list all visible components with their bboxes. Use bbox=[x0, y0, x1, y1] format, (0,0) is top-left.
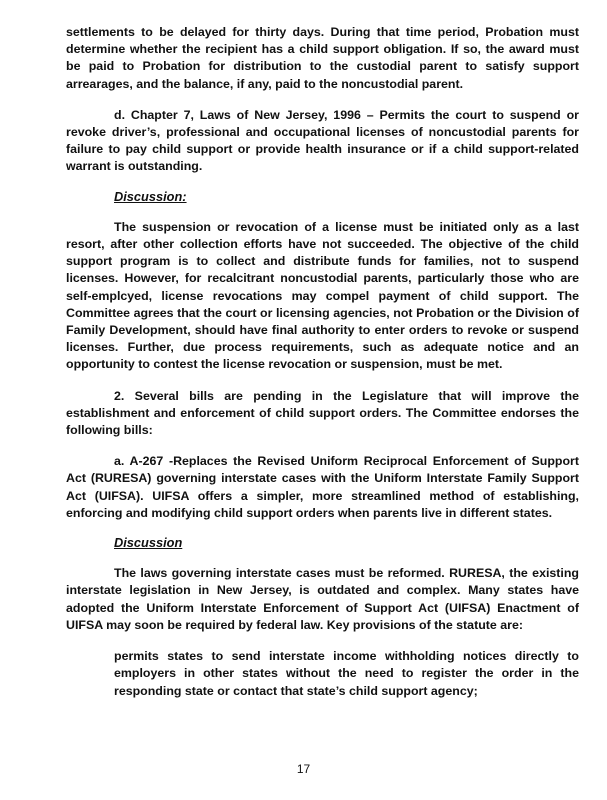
page-number: 17 bbox=[296, 762, 311, 776]
paragraph-pending-bills: 2. Several bills are pending in the Legislature that will improve the establishment and enforcement of child support orders. The Committee endorses the following bills: bbox=[66, 388, 579, 438]
paragraph-settlements: settlements to be delayed for thirty days. During that time period, Probation must determine whether the recipient has a child support obligation. If so, the award must be paid to Probation for distribution to the custodial parent to satisfy support arrearages, and the balance, if any, paid to the noncustodial parent. bbox=[66, 25, 579, 91]
discussion-heading-1: Discussion: bbox=[114, 188, 187, 204]
paragraph-interstate-reform: The laws governing interstate cases must be reformed. RURESA, the existing interstate legislation in New Jersey, is outdated and complex. Many states have adopted the Uniform Interstate Enforcement of Support Act (UIFSA) Enactment of UIFSA may soon be required by federal law. Key provisions of the statute are: bbox=[66, 566, 579, 632]
paragraph-chapter-7: d. Chapter 7, Laws of New Jersey, 1996 – Permits the court to suspend or revoke driver’s, professional and occupational licenses of noncustodial parents for failure to pay child support or provide health insurance or if a child support-related warrant is outstanding. bbox=[66, 107, 579, 174]
paragraph-a267: a. A-267 -Replaces the Revised Uniform Reciprocal Enforcement of Support Act (RURESA) governing interstate cases with the Uniform Interstate Family Support Act (UIFSA). UIFSA offers a simpler, more streamlined method of establishing, enforcing and modifying child support orders when parents live in different states. bbox=[66, 454, 579, 520]
discussion-heading-2: Discussion bbox=[114, 535, 183, 551]
list-item-income-withholding: permits states to send interstate income withholding notices directly to employers in other states without the need to register the order in the responding state or contact that state’s child support agency; bbox=[114, 649, 579, 698]
paragraph-license-suspension: The suspension or revocation of a license must be initiated only as a last resort, after other collection efforts have not succeeded. The objective of the child support program is to collect and distribute funds for families, not to suspend licenses. However, for recalcitrant noncustodial parents, particularly those who are self-emplcyed, license revocations may compel payment of child support. The Committee agrees that the court or licensing agencies, not Probation or the Division of Family Development, should have final authority to enter orders to revoke or suspend licenses. Further, due process requirements, such as adequate notice and an opportunity to contest the license revocation or suspension, must be met. bbox=[66, 219, 579, 372]
